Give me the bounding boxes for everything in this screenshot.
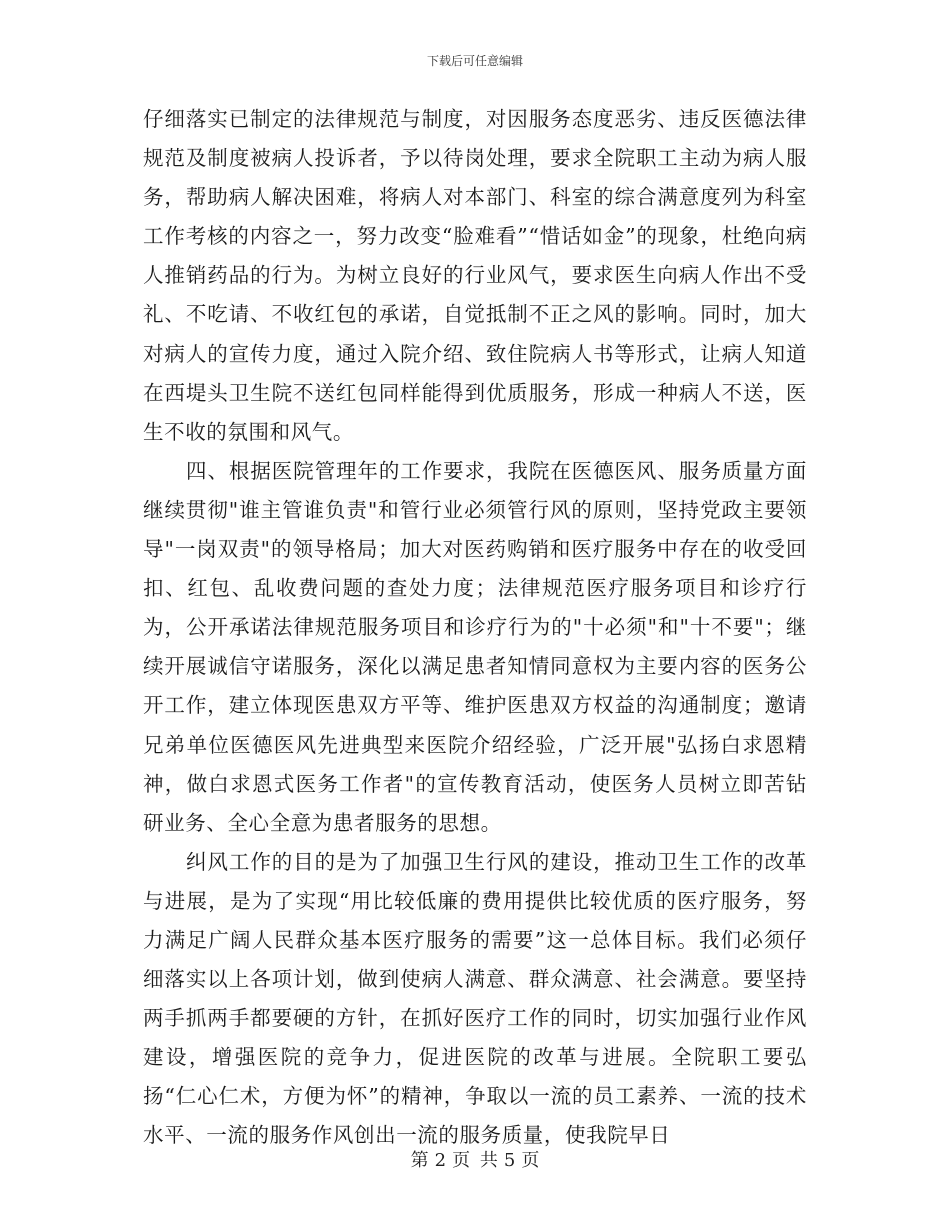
document-body bbox=[143, 100, 807, 1156]
footer-prefix: 第 bbox=[410, 1150, 429, 1171]
footer-suffix: 页 bbox=[521, 1150, 540, 1171]
page-footer bbox=[0, 1150, 950, 1172]
paragraph-continuation: 仔细落实已制定的法律规范与制度，对因服务态度恶劣、违反医德法律规范及制度被病人投诉者，予以待岗处理，要求全院职工主动为病人服务，帮助病人解决困难，将病人对本部门、科室的综合满意度列为科室工作考核的内容之一，努力改变“脸难看”“惜话如金”的现象，杜绝向病人推销药品的行为。为树立良好的行业风气，要求医生向病人作出不受礼、不吃请、不收红包的承诺，自觉抵制不正之风的影响。同时，加大对病人的宣传力度，通过入院介绍、致住院病人书等形式，让病人知道在西堤头卫生院不送红包同样能得到优质服务，形成一种病人不送，医生不收的氛围和风气。 bbox=[143, 107, 807, 444]
page-header: 下载后可任意编辑 bbox=[426, 54, 523, 68]
paragraph-section-four: 四、根据医院管理年的工作要求，我院在医德医风、服务质量方面继续贯彻"谁主管谁负责"和管行业必须管行风的原则，坚持党政主要领导"一岗双责"的领导格局；加大对医药购销和医疗服务中存在的收受回扣、红包、乱收费问题的查处力度；法律规范医疗服务项目和诊疗行为，公开承诺法律规范服务项目和诊疗行为的"十必须"和"十不要"；继续开展诚信守诺服务，深化以满足患者知情同意权为主要内容的医务公开工作，建立体现医患双方平等、维护医患双方权益的沟通制度；邀请兄弟单位医德医风先进典型来医院介绍经验，广泛开展"弘扬白求恩精神，做白求恩式医务工作者"的宣传教育活动，使医务人员树立即苦钻研业务、全心全意为患者服务的思想。 bbox=[143, 458, 807, 835]
footer-middle: 页 共 bbox=[452, 1150, 498, 1171]
footer-total-pages: 5 bbox=[503, 1150, 516, 1171]
paragraph-conclusion: 纠风工作的目的是为了加强卫生行风的建设，推动卫生工作的改革与进展，是为了实现“用比较低廉的费用提供比较优质的医疗服务，努力满足广阔人民群众基本医疗服务的需要”这一总体目标。我们必须仔细落实以上各项计划，做到使病人满意、群众满意、社会满意。要坚持两手抓两手都要硬的方针，在抓好医疗工作的同时，切实加强行业作风建设，增强医院的竞争力，促进医院的改革与进展。全院职工要弘扬“仁心仁术，方便为怀”的精神，争取以一流的员工素养、一流的技术水平、一流的服务作风创出一流的服务质量，使我院早日 bbox=[143, 849, 807, 1148]
footer-page-number: 2 bbox=[434, 1150, 447, 1171]
